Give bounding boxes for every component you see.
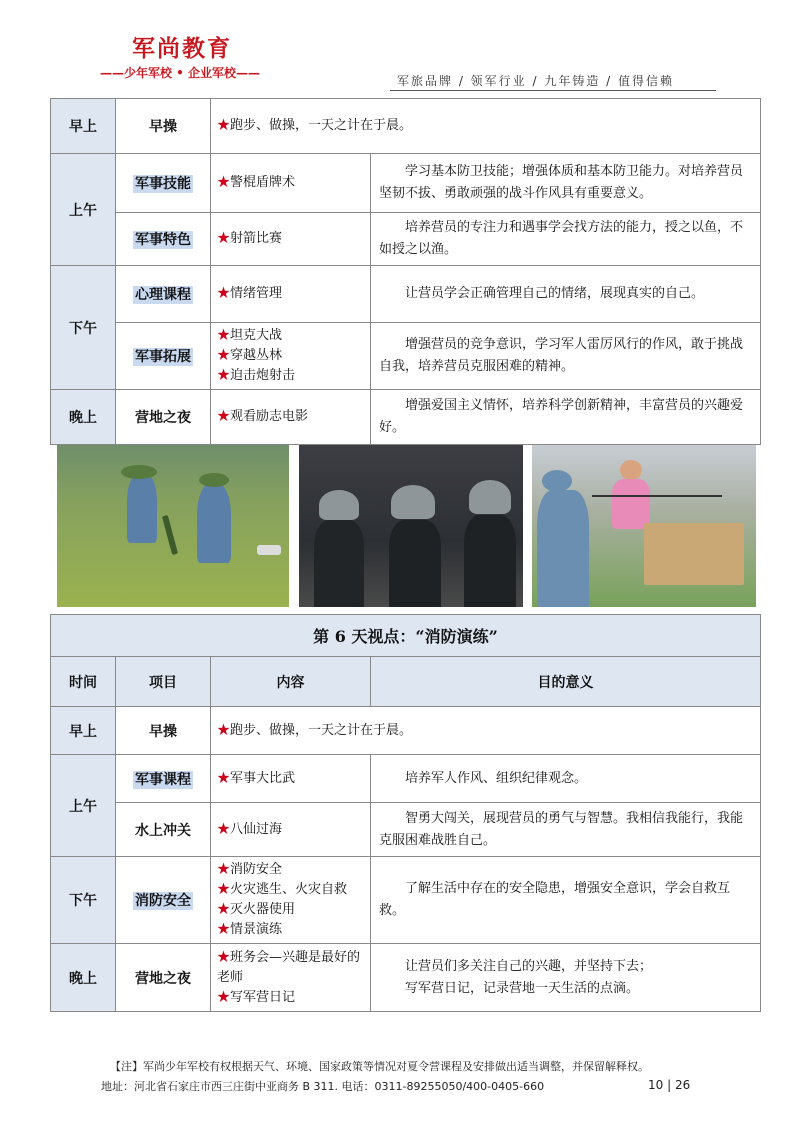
- star-icon: ★: [217, 348, 231, 363]
- star-icon: ★: [217, 368, 231, 383]
- table-row: [51, 154, 761, 213]
- content-cell: ★跑步、做操，一天之计在于晨。: [211, 707, 761, 755]
- time-cell: 下午: [51, 266, 116, 390]
- star-icon: ★: [217, 286, 231, 301]
- header-purpose: 目的意义: [371, 657, 761, 707]
- brand-logo: 军尚教育: [132, 35, 232, 62]
- content-line: ★穿越丛林: [217, 348, 283, 363]
- content-cell: ★观看励志电影: [211, 390, 371, 445]
- star-icon: ★: [217, 862, 231, 877]
- purpose-line: 让营员们多关注自己的兴趣，并坚持下去；: [405, 958, 653, 974]
- content-line: ★情景演练: [217, 922, 283, 937]
- purpose-cell: 了解生活中存在的安全隐患，增强安全意识，学会自救互救。: [371, 857, 761, 944]
- purpose-cell: [371, 944, 761, 1012]
- table-row: [51, 323, 761, 390]
- content-cell: ★警棍盾牌术: [211, 154, 371, 213]
- purpose-cell: 智勇大闯关，展现营员的勇气与智慧。我相信我能行，我能克服困难战胜自己。: [371, 803, 761, 857]
- photo-shield-baton-drill: [299, 445, 523, 607]
- content-cell: ★跑步、做操，一天之计在于晨。: [211, 99, 761, 154]
- star-icon: ★: [217, 118, 231, 133]
- photo-strip: [57, 445, 757, 607]
- purpose-line: 写军营日记，记录营地一天生活的点滴。: [405, 980, 640, 996]
- purpose-cell: 让营员学会正确管理自己的情绪，展现真实的自己。: [371, 266, 761, 323]
- item-cell: 营地之夜: [116, 944, 211, 1012]
- purpose-cell: 增强营员的竞争意识，学习军人雷厉风行的作风，敢于挑战自我，培养营员克服困难的精神。: [371, 323, 761, 390]
- content-cell: ★八仙过海: [211, 803, 371, 857]
- photo-archery: [532, 445, 756, 607]
- time-cell: 晚上: [51, 390, 116, 445]
- purpose-cell: 培养营员的专注力和遇事学会找方法的能力，授之以鱼，不如授之以渔。: [371, 213, 761, 266]
- star-icon: ★: [217, 175, 231, 190]
- content-cell: [211, 857, 371, 944]
- brand-subtitle: ——少年军校 • 企业军校——: [100, 66, 261, 80]
- content-line: ★迫击炮射击: [217, 368, 296, 383]
- star-icon: ★: [217, 770, 231, 786]
- content-line: ★灭火器使用: [217, 902, 296, 917]
- content-line: ★火灾逃生、火灾自救: [217, 882, 348, 897]
- header-time: 时间: [51, 657, 116, 707]
- content-cell: ★射箭比赛: [211, 213, 371, 266]
- content-cell: [211, 944, 371, 1012]
- content-line: ★写军营日记: [217, 989, 296, 1005]
- page-number: 10 | 26: [648, 1078, 691, 1092]
- content-line: ★消防安全: [217, 862, 283, 877]
- schedule-table-day6: [50, 614, 761, 1012]
- item-cell: 军事特色: [116, 213, 211, 266]
- purpose-cell: 增强爱国主义情怀，培养科学创新精神，丰富营员的兴趣爱好。: [371, 390, 761, 445]
- item-cell: 军事课程: [116, 755, 211, 803]
- content-cell: ★情绪管理: [211, 266, 371, 323]
- table-row: [51, 857, 761, 944]
- table-row: [51, 213, 761, 266]
- time-cell: 上午: [51, 154, 116, 266]
- table-row: [51, 99, 761, 154]
- photo-mortar-training: [57, 445, 289, 607]
- footer-note: 【注】军尚少年军校有权根据天气、环境、国家政策等情况对夏令营课程及安排做出适当调整，并保留解释权。: [110, 1060, 649, 1073]
- star-icon: ★: [217, 409, 231, 424]
- table-row: [51, 803, 761, 857]
- day-title: 第 6 天视点：“消防演练”: [51, 615, 761, 657]
- item-cell: 军事拓展: [116, 323, 211, 390]
- time-cell: 早上: [51, 99, 116, 154]
- content-cell: ★军事大比武: [211, 755, 371, 803]
- item-cell: 军事技能: [116, 154, 211, 213]
- item-cell: 心理课程: [116, 266, 211, 323]
- time-cell: 上午: [51, 755, 116, 857]
- star-icon: ★: [217, 949, 231, 965]
- header-content: 内容: [211, 657, 371, 707]
- purpose-cell: 培养军人作风、组织纪律观念。: [371, 755, 761, 803]
- item-cell: 营地之夜: [116, 390, 211, 445]
- star-icon: ★: [217, 989, 231, 1005]
- star-icon: ★: [217, 902, 231, 917]
- star-icon: ★: [217, 328, 231, 343]
- item-cell: 水上冲关: [116, 803, 211, 857]
- time-cell: 早上: [51, 707, 116, 755]
- star-icon: ★: [217, 922, 231, 937]
- page-header: [0, 0, 800, 95]
- star-icon: ★: [217, 231, 231, 246]
- table-header-row: [51, 657, 761, 707]
- content-cell: [211, 323, 371, 390]
- item-cell: 早操: [116, 99, 211, 154]
- table-row: [51, 944, 761, 1012]
- content-line: ★班务会—兴趣是最好的老师: [217, 949, 361, 985]
- time-cell: 下午: [51, 857, 116, 944]
- star-icon: ★: [217, 821, 231, 837]
- table-row: [51, 755, 761, 803]
- footer-address: 地址：河北省石家庄市西三庄街中亚商务 B 311. 电话：0311-89255050/400-0405-660: [101, 1080, 545, 1093]
- table-row: [51, 266, 761, 323]
- table-row: [51, 615, 761, 657]
- header-slogan: 军旅品牌 / 领军行业 / 九年铸造 / 值得信赖: [397, 74, 675, 88]
- header-rule: [390, 90, 716, 91]
- item-cell: 消防安全: [116, 857, 211, 944]
- purpose-cell: 学习基本防卫技能；增强体质和基本防卫能力。对培养营员坚韧不拔、勇敢顽强的战斗作风具有重要意义。: [371, 154, 761, 213]
- header-item: 项目: [116, 657, 211, 707]
- content-line: ★坦克大战: [217, 328, 283, 343]
- table-row: [51, 390, 761, 445]
- table-row: [51, 707, 761, 755]
- schedule-table-day5: [50, 98, 761, 445]
- star-icon: ★: [217, 722, 231, 738]
- item-cell: 早操: [116, 707, 211, 755]
- time-cell: 晚上: [51, 944, 116, 1012]
- star-icon: ★: [217, 882, 231, 897]
